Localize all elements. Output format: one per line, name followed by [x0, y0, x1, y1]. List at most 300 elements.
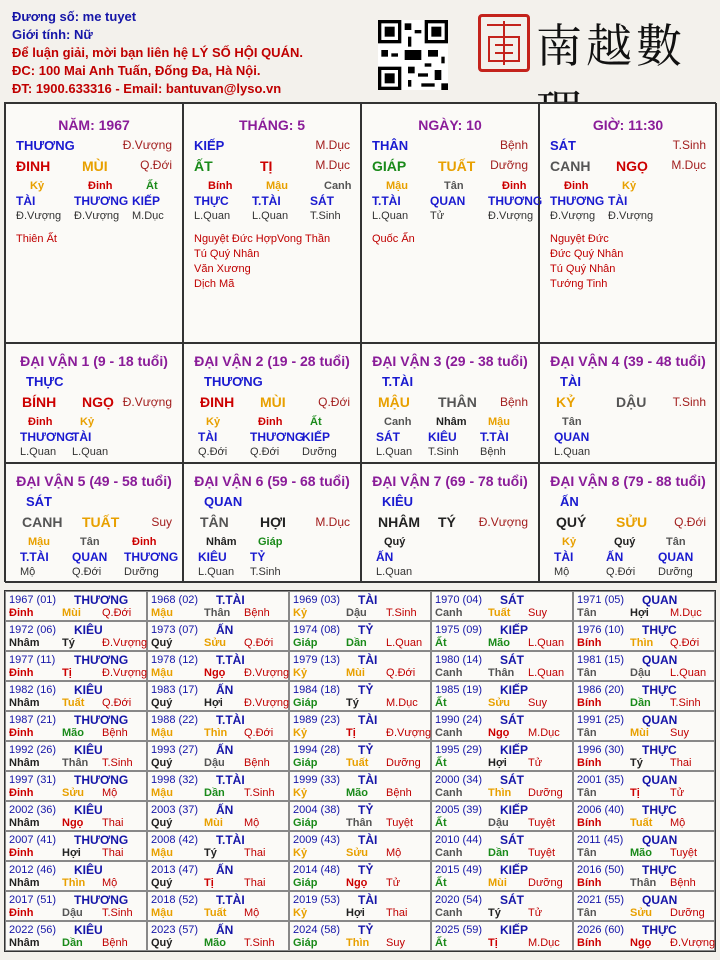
hidden-stage: L.Quan	[372, 210, 409, 222]
note: Tướng Tinh	[550, 278, 608, 290]
hidden-god: TÀI	[72, 430, 92, 444]
hidden-stage: Mộ	[554, 566, 570, 578]
year-can: Ất	[435, 877, 447, 889]
note: Đức Quý Nhân	[550, 248, 624, 260]
year-god: QUAN	[642, 833, 678, 847]
hidden-god: QUAN	[72, 550, 108, 564]
year-god: KIẾP	[500, 863, 529, 877]
year-cell	[431, 831, 573, 861]
year-stage: Bệnh	[670, 877, 696, 889]
year-label: 2010 (44)	[435, 834, 483, 846]
hidden-stage: L.Quan	[20, 446, 57, 458]
year-god: THỰC	[642, 803, 677, 817]
year-stage: Tử	[386, 877, 401, 889]
hidden-stem: Nhâm	[206, 536, 237, 548]
year-stage: Tuyệt	[670, 847, 698, 859]
daivan-title: ĐẠI VẬN 3 (29 - 38 tuổi)	[372, 353, 528, 369]
year-label: 2013 (47)	[151, 864, 199, 876]
year-stage: Mộ	[244, 817, 260, 829]
year-cell	[5, 891, 147, 921]
year-can: Quý	[151, 877, 173, 889]
year-can: Kỷ	[293, 667, 308, 679]
year-chi: Tuất	[488, 607, 511, 619]
year-cell	[147, 741, 289, 771]
year-god: TỶ	[358, 863, 374, 877]
year-can: Đinh	[9, 727, 34, 739]
year-can: Mậu	[151, 907, 173, 919]
hidden-stage: Đ.Vượng	[488, 210, 534, 222]
hidden-god: THƯƠNG	[488, 194, 543, 208]
year-stage: Mộ	[102, 787, 118, 799]
pillar-notes	[372, 232, 415, 247]
hidden-stem: Tân	[562, 416, 582, 428]
year-label: 1969 (03)	[293, 594, 341, 606]
hidden-god: TỶ	[250, 550, 266, 564]
year-stage: Dưỡng	[386, 757, 421, 769]
year-label: 1994 (28)	[293, 744, 341, 756]
year-stage: Tử	[528, 757, 543, 769]
year-god: ẤN	[216, 863, 234, 877]
year-stage: Bệnh	[102, 937, 128, 949]
year-cell	[5, 681, 147, 711]
year-cell	[5, 591, 147, 621]
year-chi: Dậu	[204, 757, 225, 769]
year-god: KIÊU	[74, 803, 103, 817]
year-label: 1987 (21)	[9, 714, 57, 726]
pillar-chi: TUẤT	[438, 158, 476, 174]
year-chi: Hợi	[488, 757, 507, 769]
year-can: Tân	[577, 847, 597, 859]
year-god: T.TÀI	[216, 653, 245, 667]
daivan-chi: THÂN	[438, 394, 477, 410]
hidden-stage: Đ.Vượng	[16, 210, 62, 222]
hidden-stage: T.Sinh	[250, 566, 281, 578]
year-stage: Suy	[386, 937, 405, 949]
year-can: Quý	[151, 637, 173, 649]
year-cell	[573, 771, 715, 801]
year-label: 2006 (40)	[577, 804, 625, 816]
year-can: Bính	[577, 937, 602, 949]
year-chi: Mão	[62, 727, 84, 739]
year-label: 1968 (02)	[151, 594, 199, 606]
year-cell	[573, 741, 715, 771]
year-cell	[573, 801, 715, 831]
pillar-title: GIỜ: 11:30	[592, 117, 664, 133]
hidden-stem: Canh	[384, 416, 412, 428]
note: Nguyệt Đức	[550, 233, 609, 245]
year-can: Nhâm	[9, 757, 40, 769]
year-can: Giáp	[293, 877, 318, 889]
pillar-god: KIẾP	[194, 138, 225, 153]
year-label: 1978 (12)	[151, 654, 199, 666]
note: Thiên Ất	[16, 233, 57, 245]
hidden-god: KIÊU	[428, 430, 457, 444]
daivan-can: MẬU	[378, 394, 410, 410]
daivan-can: BÍNH	[22, 394, 57, 410]
year-can: Đinh	[9, 847, 34, 859]
year-label: 1996 (30)	[577, 744, 625, 756]
year-label: 1976 (10)	[577, 624, 625, 636]
year-label: 1993 (27)	[151, 744, 199, 756]
year-chi: Dần	[488, 847, 509, 859]
year-label: 1991 (25)	[577, 714, 625, 726]
year-god: T.TÀI	[216, 893, 245, 907]
year-can: Bính	[577, 637, 602, 649]
year-chi: Tuất	[62, 697, 85, 709]
year-stage: Mộ	[386, 847, 402, 859]
year-cell	[5, 831, 147, 861]
year-can: Nhâm	[9, 937, 40, 949]
hidden-stem: Quý	[614, 536, 636, 548]
hidden-stem: Đinh	[258, 416, 283, 428]
hidden-god: ẤN	[606, 550, 624, 564]
year-stage: Đ.Vượng	[386, 727, 432, 739]
year-can: Giáp	[293, 937, 318, 949]
year-chi: Dậu	[346, 607, 367, 619]
year-stage: Mộ	[244, 907, 260, 919]
year-chi: Thìn	[204, 727, 228, 739]
year-cell	[431, 711, 573, 741]
hidden-stage: L.Quan	[376, 446, 413, 458]
year-label: 2011 (45)	[577, 834, 624, 846]
year-can: Canh	[435, 607, 463, 619]
year-god: SÁT	[500, 653, 524, 667]
hidden-stem: Nhâm	[436, 416, 467, 428]
hidden-god: SÁT	[310, 194, 334, 208]
year-god: TÀI	[358, 833, 378, 847]
year-cell	[289, 741, 431, 771]
phone-email: ĐT: 1900.633316 - Email: bantuvan@lyso.vn	[12, 81, 282, 96]
pillar-god: SÁT	[550, 138, 576, 153]
hidden-stem: Đinh	[28, 416, 53, 428]
hidden-god: KIẾP	[302, 430, 331, 444]
daivan-chi: TÝ	[438, 514, 456, 530]
note: Tú Quý Nhân	[550, 263, 616, 275]
daivan-chi: TUẤT	[82, 514, 120, 530]
hidden-god: QUAN	[554, 430, 590, 444]
note: Tú Quý Nhân	[194, 248, 260, 260]
year-stage: Đ.Vượng	[244, 667, 290, 679]
daivan-title: ĐẠI VẬN 6 (59 - 68 tuổi)	[194, 473, 350, 489]
year-stage: Mộ	[102, 877, 118, 889]
year-god: THỰC	[642, 923, 677, 937]
year-god: KIẾP	[500, 803, 529, 817]
daivan-god: ẤN	[560, 494, 579, 509]
hidden-god: THƯƠNG	[250, 430, 305, 444]
year-can: Quý	[151, 757, 173, 769]
year-can: Mậu	[151, 607, 173, 619]
year-can: Bính	[577, 757, 602, 769]
year-stage: Đ.Vượng	[670, 937, 716, 949]
daivan-god: T.TÀI	[382, 374, 414, 389]
hidden-stem: Đinh	[88, 180, 113, 192]
year-chi: Tuất	[346, 757, 369, 769]
year-chi: Tý	[62, 637, 75, 649]
daivan-chi: NGỌ	[82, 394, 114, 410]
hidden-stem: Giáp	[258, 536, 283, 548]
year-label: 2014 (48)	[293, 864, 341, 876]
year-cell	[5, 771, 147, 801]
daivan-stage: Đ.Vượng	[122, 395, 172, 409]
year-god: THƯƠNG	[74, 653, 129, 667]
year-label: 2020 (54)	[435, 894, 483, 906]
pillar-can: ĐINH	[16, 158, 51, 174]
year-god: ẤN	[216, 623, 234, 637]
daivan-title: ĐẠI VẬN 4 (39 - 48 tuổi)	[550, 353, 706, 369]
year-god: TÀI	[358, 893, 378, 907]
year-stage: M.Dục	[670, 607, 702, 619]
daivan-god: KIÊU	[382, 494, 414, 509]
year-chi: Sửu	[204, 637, 227, 649]
hidden-stem: Kỷ	[206, 416, 221, 428]
year-chi: Thìn	[488, 787, 512, 799]
year-cell	[431, 861, 573, 891]
year-god: KIẾP	[500, 683, 529, 697]
hidden-god: TÀI	[554, 550, 574, 564]
year-god: TÀI	[358, 593, 378, 607]
year-god: ẤN	[216, 683, 234, 697]
year-god: THƯƠNG	[74, 893, 129, 907]
year-stage: Tuyệt	[386, 817, 414, 829]
hidden-stage: Tử	[430, 210, 445, 222]
year-cell	[289, 651, 431, 681]
year-stage: Dưỡng	[528, 877, 563, 889]
year-cell	[431, 621, 573, 651]
year-label: 2026 (60)	[577, 924, 625, 936]
year-god: KIÊU	[74, 623, 103, 637]
hidden-stem: Tân	[666, 536, 686, 548]
red-seal-icon	[478, 14, 530, 72]
year-label: 1990 (24)	[435, 714, 483, 726]
gender: Giới tính: Nữ	[12, 27, 93, 42]
year-chi: Mão	[346, 787, 368, 799]
address: ĐC: 100 Mai Anh Tuấn, Đống Đa, Hà Nội.	[12, 63, 261, 78]
year-cell	[147, 861, 289, 891]
year-cell	[573, 831, 715, 861]
year-stage: Q.Đới	[102, 607, 132, 619]
hidden-stem: Mậu	[386, 180, 408, 192]
year-chi: Dần	[346, 637, 367, 649]
hidden-stem: Ất	[310, 416, 322, 428]
pillar-cell	[539, 103, 717, 343]
year-stage: L.Quan	[670, 667, 707, 679]
year-label: 2023 (57)	[151, 924, 199, 936]
year-label: 2019 (53)	[293, 894, 341, 906]
year-can: Mậu	[151, 667, 173, 679]
daivan-stage: Bệnh	[499, 395, 528, 409]
year-label: 2022 (56)	[9, 924, 57, 936]
year-chi: Mão	[488, 637, 510, 649]
year-stage: Tử	[670, 787, 685, 799]
year-cell	[289, 801, 431, 831]
hidden-stage: Q.Đới	[72, 566, 102, 578]
year-cell	[147, 831, 289, 861]
year-god: ẤN	[216, 923, 234, 937]
year-god: KIẾP	[500, 743, 529, 757]
year-label: 1986 (20)	[577, 684, 625, 696]
year-can: Tân	[577, 787, 597, 799]
year-can: Ất	[435, 937, 447, 949]
year-stage: Thai	[244, 847, 266, 859]
daivan-stage: T.Sinh	[672, 395, 706, 409]
year-label: 2002 (36)	[9, 804, 57, 816]
year-stage: Q.Đới	[670, 637, 700, 649]
daivan-can: TÂN	[200, 514, 229, 530]
year-cell	[289, 591, 431, 621]
year-stage: Bệnh	[386, 787, 412, 799]
hidden-stage: Đ.Vượng	[550, 210, 596, 222]
year-stage: Q.Đới	[102, 697, 132, 709]
contact-note: Để luận giải, mời bạn liên hệ LÝ SỐ HỘI QUÁN.	[12, 45, 303, 60]
year-chi: Tý	[488, 907, 501, 919]
daivan-title: ĐẠI VẬN 8 (79 - 88 tuổi)	[550, 473, 706, 489]
pillar-stage: M.Dục	[315, 158, 350, 172]
year-label: 1984 (18)	[293, 684, 341, 696]
year-label: 1971 (05)	[577, 594, 625, 606]
hidden-stage: Mộ	[20, 566, 36, 578]
year-chi: Dậu	[62, 907, 83, 919]
year-stage: Dưỡng	[670, 907, 705, 919]
year-label: 1979 (13)	[293, 654, 341, 666]
pillar-chi: MÙI	[82, 158, 108, 174]
year-god: SÁT	[500, 593, 524, 607]
pillar-cell	[5, 103, 183, 343]
year-label: 1989 (23)	[293, 714, 341, 726]
year-chi: Mùi	[62, 607, 81, 619]
year-chi: Thân	[630, 877, 657, 889]
daivan-cell	[5, 343, 183, 463]
year-god: QUAN	[642, 653, 678, 667]
year-can: Đinh	[9, 607, 34, 619]
hidden-god: TÀI	[16, 194, 36, 208]
year-can: Giáp	[293, 817, 318, 829]
year-label: 2017 (51)	[9, 894, 57, 906]
hidden-god: THỰC	[194, 194, 229, 208]
pillar-chi: NGỌ	[616, 158, 648, 174]
hidden-god: KIÊU	[198, 550, 227, 564]
year-stage: L.Quan	[386, 637, 423, 649]
year-cell	[147, 891, 289, 921]
year-stage: Bệnh	[244, 757, 270, 769]
hidden-stem: Kỷ	[30, 180, 45, 192]
header-info	[12, 8, 372, 98]
year-can: Đinh	[9, 667, 34, 679]
year-can: Nhâm	[9, 877, 40, 889]
pillar-notes	[16, 232, 57, 247]
hidden-god: T.TÀI	[20, 550, 49, 564]
note: Quốc Ấn	[372, 233, 415, 245]
year-chi: Tuất	[630, 817, 653, 829]
year-stage: T.Sinh	[244, 787, 275, 799]
year-label: 1992 (26)	[9, 744, 57, 756]
year-stage: Suy	[528, 697, 547, 709]
year-cell	[289, 861, 431, 891]
year-stage: Suy	[528, 607, 547, 619]
year-cell	[147, 591, 289, 621]
year-chi: Tị	[630, 787, 640, 799]
year-stage: Q.Đới	[244, 637, 274, 649]
year-stage: Bệnh	[102, 727, 128, 739]
year-stage: Thai	[670, 757, 692, 769]
year-label: 1983 (17)	[151, 684, 199, 696]
year-label: 2001 (35)	[577, 774, 625, 786]
year-label: 1998 (32)	[151, 774, 199, 786]
year-god: THỰC	[642, 623, 677, 637]
daivan-cell	[539, 463, 717, 583]
year-can: Tân	[577, 667, 597, 679]
year-stage: Tử	[528, 907, 543, 919]
daivan-cell	[539, 343, 717, 463]
hidden-stage: Q.Đới	[198, 446, 228, 458]
year-label: 2016 (50)	[577, 864, 625, 876]
year-chi: Hợi	[62, 847, 81, 859]
year-label: 1975 (09)	[435, 624, 483, 636]
pillar-stage: Q.Đới	[140, 158, 172, 172]
hidden-stage: L.Quan	[198, 566, 235, 578]
year-chi: Dần	[630, 697, 651, 709]
hidden-stage: Dưỡng	[658, 566, 693, 578]
hidden-god: T.TÀI	[480, 430, 509, 444]
pillar-title: NGÀY: 10	[418, 117, 482, 133]
year-chi: Thìn	[62, 877, 86, 889]
hidden-stem: Kỷ	[80, 416, 95, 428]
year-label: 2007 (41)	[9, 834, 57, 846]
year-god: T.TÀI	[216, 713, 245, 727]
year-god: SÁT	[500, 833, 524, 847]
year-label: 1980 (14)	[435, 654, 483, 666]
year-label: 2018 (52)	[151, 894, 199, 906]
year-chi: Ngọ	[204, 667, 226, 679]
year-god: KIẾP	[500, 623, 529, 637]
year-cell	[431, 921, 573, 951]
year-god: TỶ	[358, 743, 374, 757]
year-chi: Mão	[630, 847, 652, 859]
year-god: KIẾP	[500, 923, 529, 937]
daivan-can: KỶ	[556, 394, 576, 410]
pillar-star: T.Sinh	[672, 138, 706, 152]
year-label: 1982 (16)	[9, 684, 57, 696]
hidden-stage: L.Quan	[376, 566, 413, 578]
year-label: 1997 (31)	[9, 774, 57, 786]
year-can: Bính	[577, 817, 602, 829]
year-can: Bính	[577, 877, 602, 889]
year-label: 1977 (11)	[9, 654, 56, 666]
hidden-god: QUAN	[658, 550, 694, 564]
note: Văn Xương	[194, 263, 251, 275]
year-stage: L.Quan	[528, 637, 565, 649]
year-label: 2009 (43)	[293, 834, 341, 846]
year-god: TỶ	[358, 683, 374, 697]
year-cell	[289, 711, 431, 741]
year-label: 2004 (38)	[293, 804, 341, 816]
year-stage: L.Quan	[528, 667, 565, 679]
daivan-cell	[5, 463, 183, 583]
year-god: QUAN	[642, 713, 678, 727]
year-god: T.TÀI	[216, 593, 245, 607]
pillar-title: THÁNG: 5	[238, 117, 306, 133]
year-cell	[147, 711, 289, 741]
note: Dịch Mã	[194, 278, 235, 290]
year-label: 2025 (59)	[435, 924, 483, 936]
daivan-chi: SỬU	[616, 514, 648, 530]
hidden-stage: Đ.Vượng	[74, 210, 120, 222]
pillar-star: Đ.Vượng	[122, 138, 172, 152]
year-can: Mậu	[151, 787, 173, 799]
hidden-god: TÀI	[198, 430, 218, 444]
hidden-god: KIẾP	[132, 194, 161, 208]
year-cell	[431, 591, 573, 621]
year-god: QUAN	[642, 773, 678, 787]
